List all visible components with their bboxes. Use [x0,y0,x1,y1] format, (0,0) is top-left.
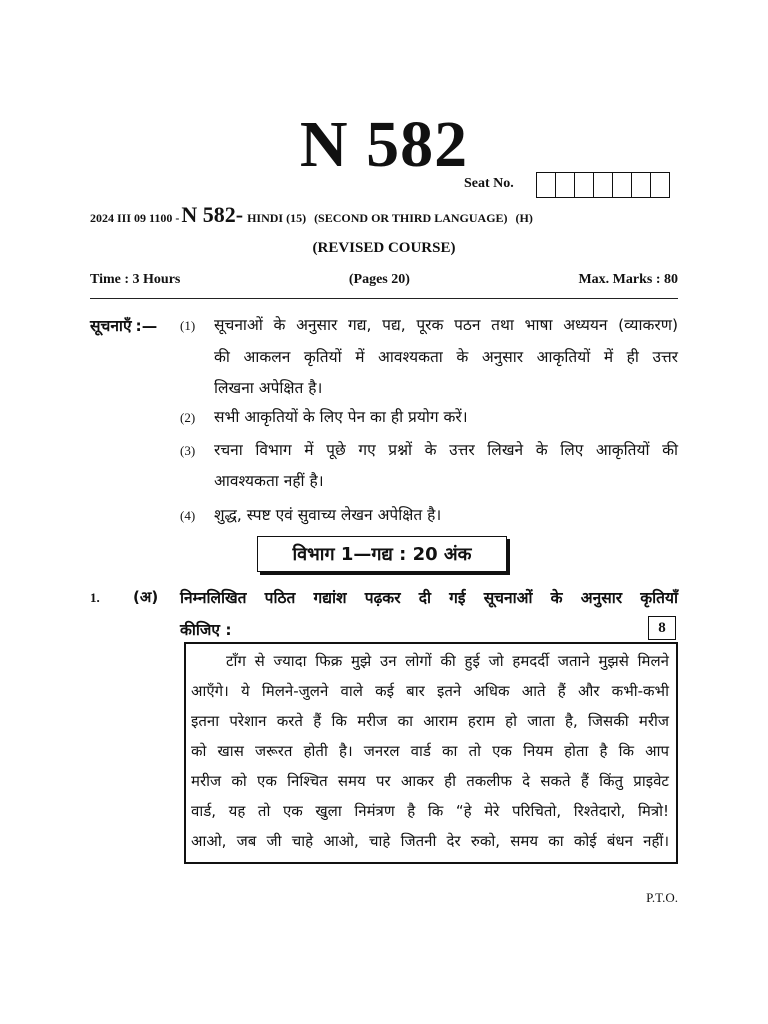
seat-digit-box[interactable] [650,173,669,197]
instruction-line: रचना विभाग में पूछे गए प्रश्नों के उत्तर लिखने के लिए आकृतियों की [214,441,678,459]
section-heading [257,536,507,572]
passage-line: को खास जरूरत होती है। जनरल वार्ड का तो एक नियम होता है कि आप [191,742,669,760]
passage-line: आओ, जब जी चाहे आओ, चाहे जितनी देर रुको, समय का कोई बंधन नहीं। [191,832,669,850]
instruction-line: सभी आकृतियों के लिए पेन का ही प्रयोग करें। [214,408,468,426]
marks-badge: 8 [648,616,676,640]
exam-meta-row [90,272,678,288]
pages-label: (Pages 20) [348,272,410,287]
course-label: (REVISED COURSE) [312,240,456,256]
passage-line: आएँगे। ये मिलने-जुलने वाले कई बार इतने अधिक आते हैं और कभी-कभी [191,682,669,700]
instruction-line: सूचनाओं के अनुसार गद्य, पद्य, पूरक पठन तथा भाषा अध्ययन (व्याकरण) [214,316,678,334]
paper-code: N 582 [299,108,469,181]
passage-line: वार्ड, यह तो एक खुला निमंत्रण है कि “हे मेरे परिचितो, रिश्तेदारो, मित्रो! [191,802,669,820]
exam-code: N 582- [181,202,244,227]
passage-line: इतना परेशान करते हैं कि मरीज का आराम हराम हो जाता है, जिसकी मरीज [191,712,669,730]
exam-code-line [90,202,680,232]
instructions-heading [90,314,157,336]
question-subpart: (अ) [133,588,159,606]
seat-number-label: Seat No. [464,176,514,191]
instruction-number: (2) [180,410,196,425]
max-marks-label: Max. Marks : 80 [578,272,678,287]
header-divider [90,298,678,299]
subject: HINDI (15) [247,211,307,225]
instruction-number: (3) [180,443,196,458]
language-note: (SECOND OR THIRD LANGUAGE) [314,211,508,225]
exam-prefix: 2024 III 09 1100 - [90,211,180,225]
instructions-heading-text: सूचनाएँ [90,317,132,335]
section-title: विभाग 1—गद्य : 20 अंक [292,544,472,565]
instruction-line: आवश्यकता नहीं है। [214,472,324,490]
question-instruction: निम्नलिखित पठित गद्यांश पढ़कर दी गई सूचनाओं के अनुसार कृतियाँ [180,589,678,607]
page-turn-note: P.T.O. [646,890,678,905]
question-number: 1. [90,590,100,605]
instruction-number: (1) [180,318,196,333]
seat-digit-box[interactable] [574,173,593,197]
instructions-heading-dash: :— [135,317,158,335]
instruction-line: लिखना अपेक्षित है। [214,379,323,397]
passage-line: टाँग से ज्यादा फिक्र मुझे उन लोगों की हुई जो हमदर्दी जताने मुझसे मिलने [226,652,669,670]
question-instruction-end: कीजिए : [180,621,232,639]
instruction-line: शुद्ध, स्पष्ट एवं सुवाच्य लेखन अपेक्षित है। [214,506,442,524]
seat-digit-box[interactable] [555,173,574,197]
medium: (H) [515,211,533,225]
seat-digit-box[interactable] [537,173,555,197]
seat-number-boxes[interactable] [536,172,670,198]
time-label: Time : 3 Hours [90,272,181,287]
passage-line: मरीज को एक निश्चित समय पर आकर ही तकलीफ दे सकते हैं किंतु प्राइवेट [191,772,669,790]
seat-digit-box[interactable] [631,173,650,197]
instruction-number: (4) [180,508,196,523]
seat-digit-box[interactable] [593,173,612,197]
seat-digit-box[interactable] [612,173,631,197]
instruction-line: की आकलन कृतियों में आवश्यकता के अनुसार आकृतियों में ही उत्तर [214,348,678,366]
